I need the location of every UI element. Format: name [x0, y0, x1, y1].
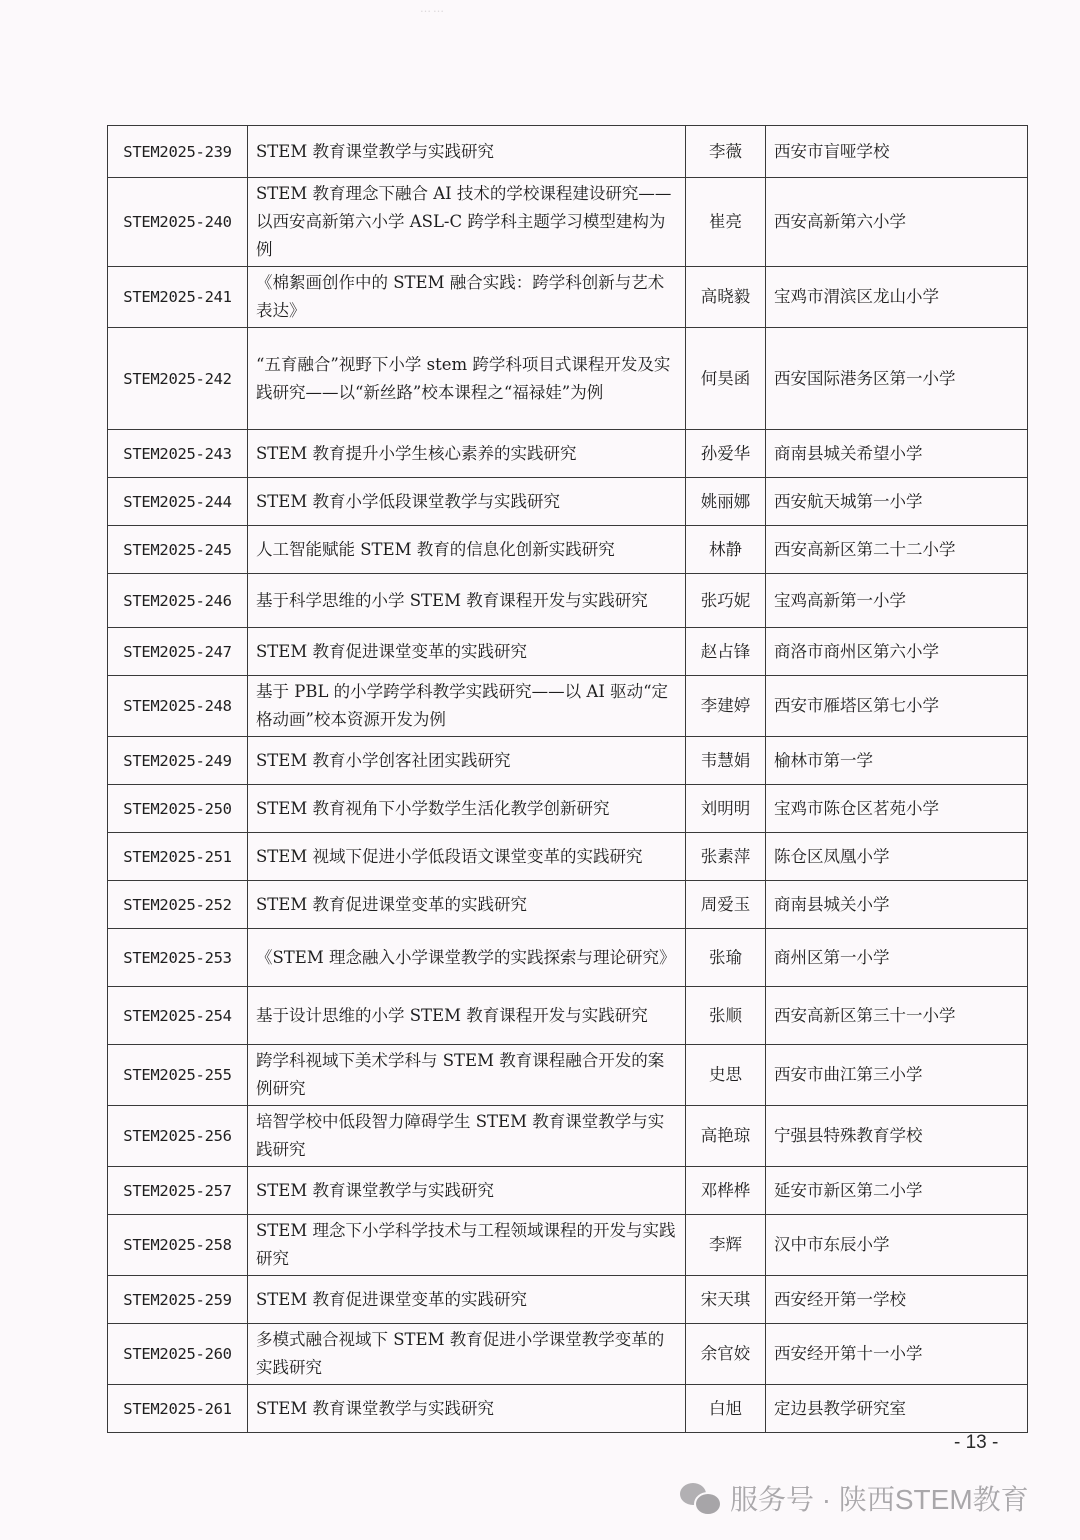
table-row: [108, 430, 1028, 478]
name-cell: 高晓毅: [686, 267, 766, 328]
table-row: [108, 881, 1028, 929]
title-cell: 人工智能赋能 STEM 教育的信息化创新实践研究: [248, 526, 686, 574]
title-cell: 基于设计思维的小学 STEM 教育课程开发与实践研究: [248, 987, 686, 1045]
name-cell: 赵占锋: [686, 628, 766, 676]
table-row: [108, 833, 1028, 881]
project-list-table: [107, 125, 1028, 1433]
name-cell: 张素萍: [686, 833, 766, 881]
name-cell: 邓桦桦: [686, 1167, 766, 1215]
title-cell: 培智学校中低段智力障碍学生 STEM 教育课堂教学与实践研究: [248, 1106, 686, 1167]
code-cell: STEM2025-260: [108, 1324, 248, 1385]
school-cell: 商南县城关小学: [766, 881, 1028, 929]
name-cell: 姚丽娜: [686, 478, 766, 526]
school-cell: 定边县教学研究室: [766, 1385, 1028, 1433]
school-cell: 西安国际港务区第一小学: [766, 328, 1028, 430]
code-cell: STEM2025-256: [108, 1106, 248, 1167]
school-cell: 西安市曲江第三小学: [766, 1045, 1028, 1106]
code-cell: STEM2025-252: [108, 881, 248, 929]
code-cell: STEM2025-259: [108, 1276, 248, 1324]
title-cell: 跨学科视域下美术学科与 STEM 教育课程融合开发的案例研究: [248, 1045, 686, 1106]
school-cell: 宝鸡市陈仓区茗苑小学: [766, 785, 1028, 833]
code-cell: STEM2025-251: [108, 833, 248, 881]
wechat-icon: [680, 1481, 722, 1515]
title-cell: STEM 教育视角下小学数学生活化教学创新研究: [248, 785, 686, 833]
table-row: [108, 267, 1028, 328]
school-cell: 宁强县特殊教育学校: [766, 1106, 1028, 1167]
title-cell: 《STEM 理念融入小学课堂教学的实践探索与理论研究》: [248, 929, 686, 987]
table-row: [108, 987, 1028, 1045]
code-cell: STEM2025-249: [108, 737, 248, 785]
table-row: [108, 1215, 1028, 1276]
title-cell: “五育融合”视野下小学 stem 跨学科项目式课程开发及实践研究——以“新丝路”校本课程之“福禄娃”为例: [248, 328, 686, 430]
faint-header-bleedthrough: ……: [420, 2, 446, 15]
table-row: [108, 574, 1028, 628]
school-cell: 宝鸡高新第一小学: [766, 574, 1028, 628]
title-cell: STEM 教育促进课堂变革的实践研究: [248, 881, 686, 929]
name-cell: 余官姣: [686, 1324, 766, 1385]
title-cell: STEM 教育课堂教学与实践研究: [248, 1167, 686, 1215]
code-cell: STEM2025-258: [108, 1215, 248, 1276]
title-cell: STEM 教育课堂教学与实践研究: [248, 126, 686, 178]
table-row: [108, 1045, 1028, 1106]
table-row: [108, 178, 1028, 267]
school-cell: 商洛市商州区第六小学: [766, 628, 1028, 676]
code-cell: STEM2025-247: [108, 628, 248, 676]
name-cell: 白旭: [686, 1385, 766, 1433]
title-cell: STEM 教育小学创客社团实践研究: [248, 737, 686, 785]
code-cell: STEM2025-245: [108, 526, 248, 574]
school-cell: 西安高新第六小学: [766, 178, 1028, 267]
name-cell: 李辉: [686, 1215, 766, 1276]
code-cell: STEM2025-242: [108, 328, 248, 430]
name-cell: 刘明明: [686, 785, 766, 833]
name-cell: 孙爱华: [686, 430, 766, 478]
name-cell: 张瑜: [686, 929, 766, 987]
title-cell: STEM 理念下小学科学技术与工程领域课程的开发与实践研究: [248, 1215, 686, 1276]
school-cell: 商南县城关希望小学: [766, 430, 1028, 478]
name-cell: 宋天琪: [686, 1276, 766, 1324]
title-cell: 基于科学思维的小学 STEM 教育课程开发与实践研究: [248, 574, 686, 628]
title-cell: 基于 PBL 的小学跨学科教学实践研究——以 AI 驱动“定格动画”校本资源开发为例: [248, 676, 686, 737]
name-cell: 史思: [686, 1045, 766, 1106]
code-cell: STEM2025-241: [108, 267, 248, 328]
school-cell: 西安高新区第二十二小学: [766, 526, 1028, 574]
table-row: [108, 737, 1028, 785]
code-cell: STEM2025-240: [108, 178, 248, 267]
code-cell: STEM2025-250: [108, 785, 248, 833]
school-cell: 商州区第一小学: [766, 929, 1028, 987]
name-cell: 张巧妮: [686, 574, 766, 628]
name-cell: 高艳琼: [686, 1106, 766, 1167]
school-cell: 宝鸡市渭滨区龙山小学: [766, 267, 1028, 328]
title-cell: 《棉絮画创作中的 STEM 融合实践：跨学科创新与艺术表达》: [248, 267, 686, 328]
table-body: [108, 126, 1028, 1433]
code-cell: STEM2025-254: [108, 987, 248, 1045]
table-row: [108, 1106, 1028, 1167]
title-cell: STEM 视域下促进小学低段语文课堂变革的实践研究: [248, 833, 686, 881]
table-row: [108, 1385, 1028, 1433]
code-cell: STEM2025-253: [108, 929, 248, 987]
code-cell: STEM2025-243: [108, 430, 248, 478]
title-cell: STEM 教育提升小学生核心素养的实践研究: [248, 430, 686, 478]
watermark-text: 服务号 · 陕西STEM教育: [730, 1484, 1029, 1515]
code-cell: STEM2025-246: [108, 574, 248, 628]
school-cell: 汉中市东辰小学: [766, 1215, 1028, 1276]
school-cell: 西安经开第十一小学: [766, 1324, 1028, 1385]
name-cell: 韦慧娟: [686, 737, 766, 785]
table-row: [108, 785, 1028, 833]
table-row: [108, 676, 1028, 737]
title-cell: STEM 教育理念下融合 AI 技术的学校课程建设研究——以西安高新第六小学 ASL-C 跨学科主题学习模型建构为例: [248, 178, 686, 267]
name-cell: 崔亮: [686, 178, 766, 267]
name-cell: 周爱玉: [686, 881, 766, 929]
table-row: [108, 1276, 1028, 1324]
code-cell: STEM2025-257: [108, 1167, 248, 1215]
table-row: [108, 1167, 1028, 1215]
table-row: [108, 929, 1028, 987]
name-cell: 李建婷: [686, 676, 766, 737]
name-cell: 何昊函: [686, 328, 766, 430]
table-row: [108, 1324, 1028, 1385]
title-cell: STEM 教育促进课堂变革的实践研究: [248, 628, 686, 676]
title-cell: 多模式融合视域下 STEM 教育促进小学课堂教学变革的实践研究: [248, 1324, 686, 1385]
code-cell: STEM2025-261: [108, 1385, 248, 1433]
table-row: [108, 126, 1028, 178]
school-cell: 陈仓区凤凰小学: [766, 833, 1028, 881]
table-row: [108, 328, 1028, 430]
watermark: [680, 1478, 1029, 1518]
table-row: [108, 526, 1028, 574]
name-cell: 林静: [686, 526, 766, 574]
title-cell: STEM 教育小学低段课堂教学与实践研究: [248, 478, 686, 526]
school-cell: 延安市新区第二小学: [766, 1167, 1028, 1215]
school-cell: 西安经开第一学校: [766, 1276, 1028, 1324]
code-cell: STEM2025-248: [108, 676, 248, 737]
title-cell: STEM 教育课堂教学与实践研究: [248, 1385, 686, 1433]
school-cell: 西安市盲哑学校: [766, 126, 1028, 178]
name-cell: 李薇: [686, 126, 766, 178]
table-row: [108, 628, 1028, 676]
school-cell: 榆林市第一学: [766, 737, 1028, 785]
title-cell: STEM 教育促进课堂变革的实践研究: [248, 1276, 686, 1324]
school-cell: 西安高新区第三十一小学: [766, 987, 1028, 1045]
code-cell: STEM2025-244: [108, 478, 248, 526]
code-cell: STEM2025-239: [108, 126, 248, 178]
code-cell: STEM2025-255: [108, 1045, 248, 1106]
school-cell: 西安航天城第一小学: [766, 478, 1028, 526]
school-cell: 西安市雁塔区第七小学: [766, 676, 1028, 737]
table-row: [108, 478, 1028, 526]
name-cell: 张顺: [686, 987, 766, 1045]
page-number: - 13 -: [954, 1432, 999, 1453]
